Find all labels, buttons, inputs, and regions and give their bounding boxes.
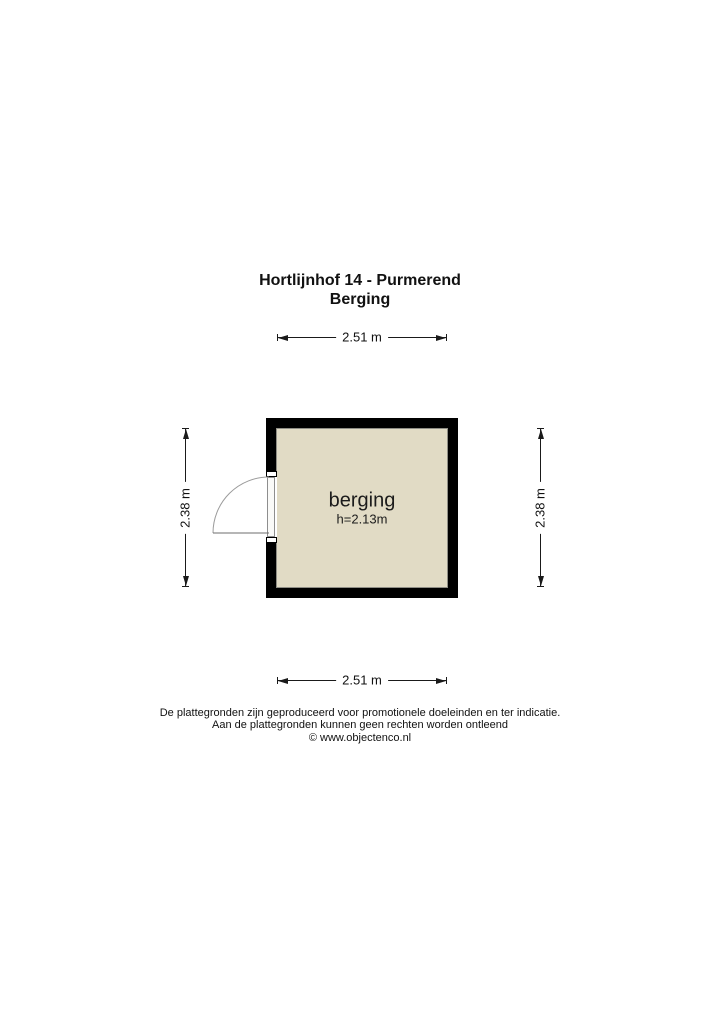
arrowhead-up-icon [538, 429, 544, 439]
room-name-label: berging [328, 489, 396, 512]
dimension-end-tick [446, 677, 447, 684]
dimension-label: 2.38 m [178, 482, 193, 534]
door-swing-arc [212, 476, 270, 534]
arrowhead-left-icon [278, 335, 288, 341]
dimension-end-tick [537, 586, 544, 587]
room-berging-floor [276, 428, 448, 588]
room-berging-walls [266, 418, 458, 598]
dimension-label: 2.38 m [533, 482, 548, 534]
dimension-label: 2.51 m [336, 330, 388, 345]
door-frame-jamb-bottom [266, 537, 277, 543]
copyright-line: © www.objectenco.nl [308, 731, 412, 744]
room-ceiling-height-label: h=2.13m [336, 511, 388, 527]
disclaimer-line-2: Aan de plattegronden kunnen geen rechten worden ontleend [211, 719, 508, 732]
disclaimer [0, 707, 720, 744]
arrowhead-down-icon [183, 576, 189, 586]
page-title-subtitle: Berging [329, 290, 391, 308]
arrowhead-left-icon [278, 678, 288, 684]
dimension-label: 2.51 m [336, 673, 388, 688]
page-title-address: Hortlijnhof 14 - Purmerend [259, 272, 461, 289]
disclaimer-line-1: De plattegronden zijn geproduceerd voor promotionele doeleinden en ter indicatie. [159, 707, 561, 719]
page-title [0, 272, 720, 309]
arrowhead-up-icon [183, 429, 189, 439]
arrowhead-right-icon [436, 335, 446, 341]
dimension-end-tick [446, 334, 447, 341]
room-label-group [277, 490, 447, 527]
dimension-end-tick [182, 586, 189, 587]
arrowhead-right-icon [436, 678, 446, 684]
arrowhead-down-icon [538, 576, 544, 586]
